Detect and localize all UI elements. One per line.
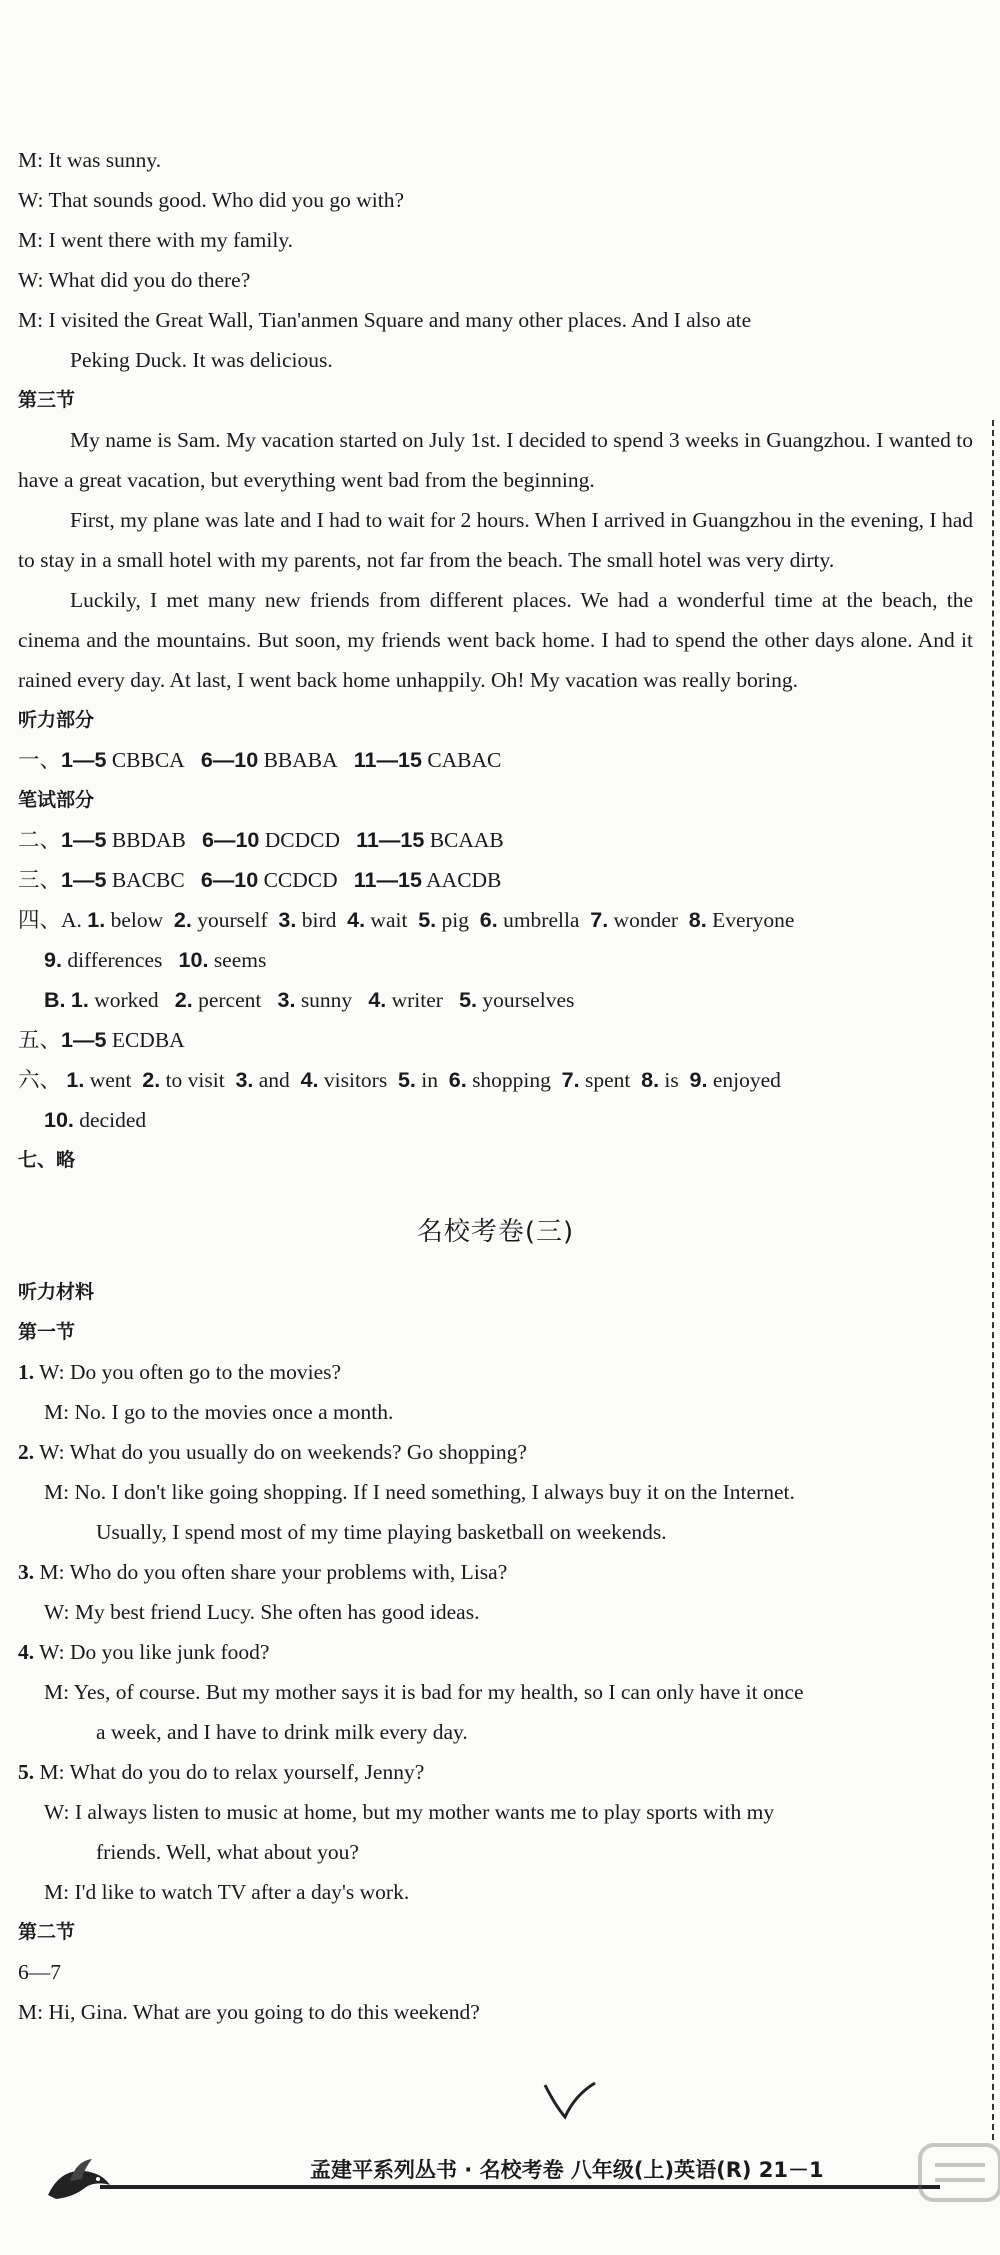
answer-range: 11—15: [356, 828, 425, 852]
answer-row-7: 七、略: [18, 1149, 76, 1171]
dialogue-line: M: Yes, of course. But my mother says it is bad for my health, so I can only have it once: [44, 1680, 804, 1704]
answer-range: 6—10: [200, 748, 259, 772]
dialogue-line: M: No. I don't like going shopping. If I need something, I always buy it on the Internet.: [44, 1480, 795, 1504]
listening-part-label: 听力部分: [18, 709, 95, 731]
answer-value: BCAAB: [429, 828, 504, 852]
answer-row-4a: 四、A. 1. below 2. yourself 3. bird 4. wait 5. pig 6. umbrella 7. wonder 8. Everyone: [18, 908, 795, 932]
dialogue-line: 2. W: What do you usually do on weekends? Go shopping?: [18, 1440, 527, 1464]
section-label: 第一节: [18, 1321, 76, 1343]
section-label: 第二节: [18, 1921, 76, 1943]
answer-value: CCDCD: [263, 868, 338, 892]
section-label: 第三节: [18, 389, 76, 411]
dialogue-line: M: I went there with my family.: [18, 228, 294, 252]
answer-number: 四、A.: [18, 908, 82, 932]
story-paragraph: First, my plane was late and I had to wait for 2 hours. When I arrived in Guangzhou in the evening, I had to stay in a small hotel with my parents, not far from the beach. The small hotel was very dirty.: [18, 508, 973, 572]
answer-range: 6—10: [200, 868, 259, 892]
answer-value: AACDB: [426, 868, 502, 892]
answer-row-3: [18, 860, 973, 900]
dialogue-line: friends. Well, what about you?: [96, 1840, 359, 1864]
dialogue-line: 1. W: Do you often go to the movies?: [18, 1360, 342, 1384]
dialogue-line: 3. M: Who do you often share your problems with, Lisa?: [18, 1560, 508, 1584]
story-paragraph: Luckily, I met many new friends from different places. We had a wonderful time at the beach, the cinema and the mountains. But soon, my friends went back home. I had to spend the other days alone. And it rained every day. At last, I went back home unhappily. Oh! My vacation was really boring.: [18, 588, 973, 692]
dialogue-line: W: I always listen to music at home, but my mother wants me to play sports with my: [44, 1800, 775, 1824]
footer-rule: [100, 2185, 940, 2189]
answer-row-6: 六、 1. went 2. to visit 3. and 4. visitors 5. in 6. shopping 7. spent 8. is 9. enjoyed: [18, 1068, 781, 1092]
answer-row-2: [18, 820, 973, 860]
written-part-label: 笔试部分: [18, 789, 95, 811]
answer-row-4b: B. 1. worked 2. percent 3. sunny 4. writer 5. yourselves: [44, 988, 575, 1012]
answer-row-6-cont: 10. decided: [44, 1108, 147, 1132]
answer-value: BBABA: [263, 748, 338, 772]
handwritten-check-mark: [540, 2075, 600, 2125]
watermark-stamp-icon: [910, 2135, 1000, 2215]
bird-logo-icon: [40, 2151, 120, 2211]
dialogue-line: W: My best friend Lucy. She often has good ideas.: [44, 1600, 480, 1624]
dialogue-line: Usually, I spend most of my time playing basketball on weekends.: [96, 1520, 667, 1544]
answer-value: CBBCA: [111, 748, 185, 772]
answer-number: 六、: [18, 1068, 62, 1092]
answer-row-4a-cont: 9. differences 10. seems: [44, 948, 267, 972]
answer-value: DCDCD: [264, 828, 341, 852]
dialogue-line: W: That sounds good. Who did you go with?: [18, 188, 404, 212]
answer-number: 五、: [18, 1028, 62, 1052]
answer-value: CABAC: [427, 748, 502, 772]
answer-range: 11—15: [353, 748, 422, 772]
story-paragraph: My name is Sam. My vacation started on July 1st. I decided to spend 3 weeks in Guangzhou. I wanted to have a great vacation, but everything went bad from the beginning.: [18, 428, 973, 492]
answer-value: BBDAB: [111, 828, 186, 852]
dialogue-line: W: What did you do there?: [18, 268, 251, 292]
page-footer: [40, 2155, 970, 2215]
dialogue-line: 4. W: Do you like junk food?: [18, 1640, 270, 1664]
answer-number: 一、: [18, 748, 62, 772]
dialogue-line: M: Hi, Gina. What are you going to do this weekend?: [18, 2000, 480, 2024]
answer-row-1: [18, 740, 973, 780]
dialogue-line: M: I visited the Great Wall, Tian'anmen Square and many other places. And I also ate: [18, 308, 752, 332]
question-range: 6—7: [18, 1960, 61, 1984]
answer-value: BACBC: [111, 868, 185, 892]
dashed-cut-line: [992, 420, 994, 2140]
dialogue-line: M: It was sunny.: [18, 148, 162, 172]
answer-range: 1—5: [61, 748, 107, 772]
footer-text: 孟建平系列丛书 · 名校考卷 八年级(上)英语(R) 21－1: [310, 2158, 824, 2182]
dialogue-line: M: I'd like to watch TV after a day's work.: [44, 1880, 410, 1904]
answer-row-5: 五、1—5 ECDBA: [18, 1028, 185, 1052]
material-label: 听力材料: [18, 1281, 95, 1303]
dialogue-line: 5. M: What do you do to relax yourself, Jenny?: [18, 1760, 425, 1784]
answer-range: 1—5: [61, 828, 107, 852]
dialogue-line: a week, and I have to drink milk every day.: [96, 1720, 468, 1744]
dialogue-line: Peking Duck. It was delicious.: [70, 348, 333, 372]
exam-title: 名校考卷(三): [416, 1217, 575, 1247]
answer-range: 1—5: [61, 868, 107, 892]
answer-range: 6—10: [202, 828, 260, 852]
answer-number: 二、: [18, 828, 62, 852]
page-content: [18, 140, 973, 2032]
answer-number: 三、: [18, 868, 62, 892]
answer-range: 11—15: [353, 868, 422, 892]
dialogue-line: M: No. I go to the movies once a month.: [44, 1400, 394, 1424]
